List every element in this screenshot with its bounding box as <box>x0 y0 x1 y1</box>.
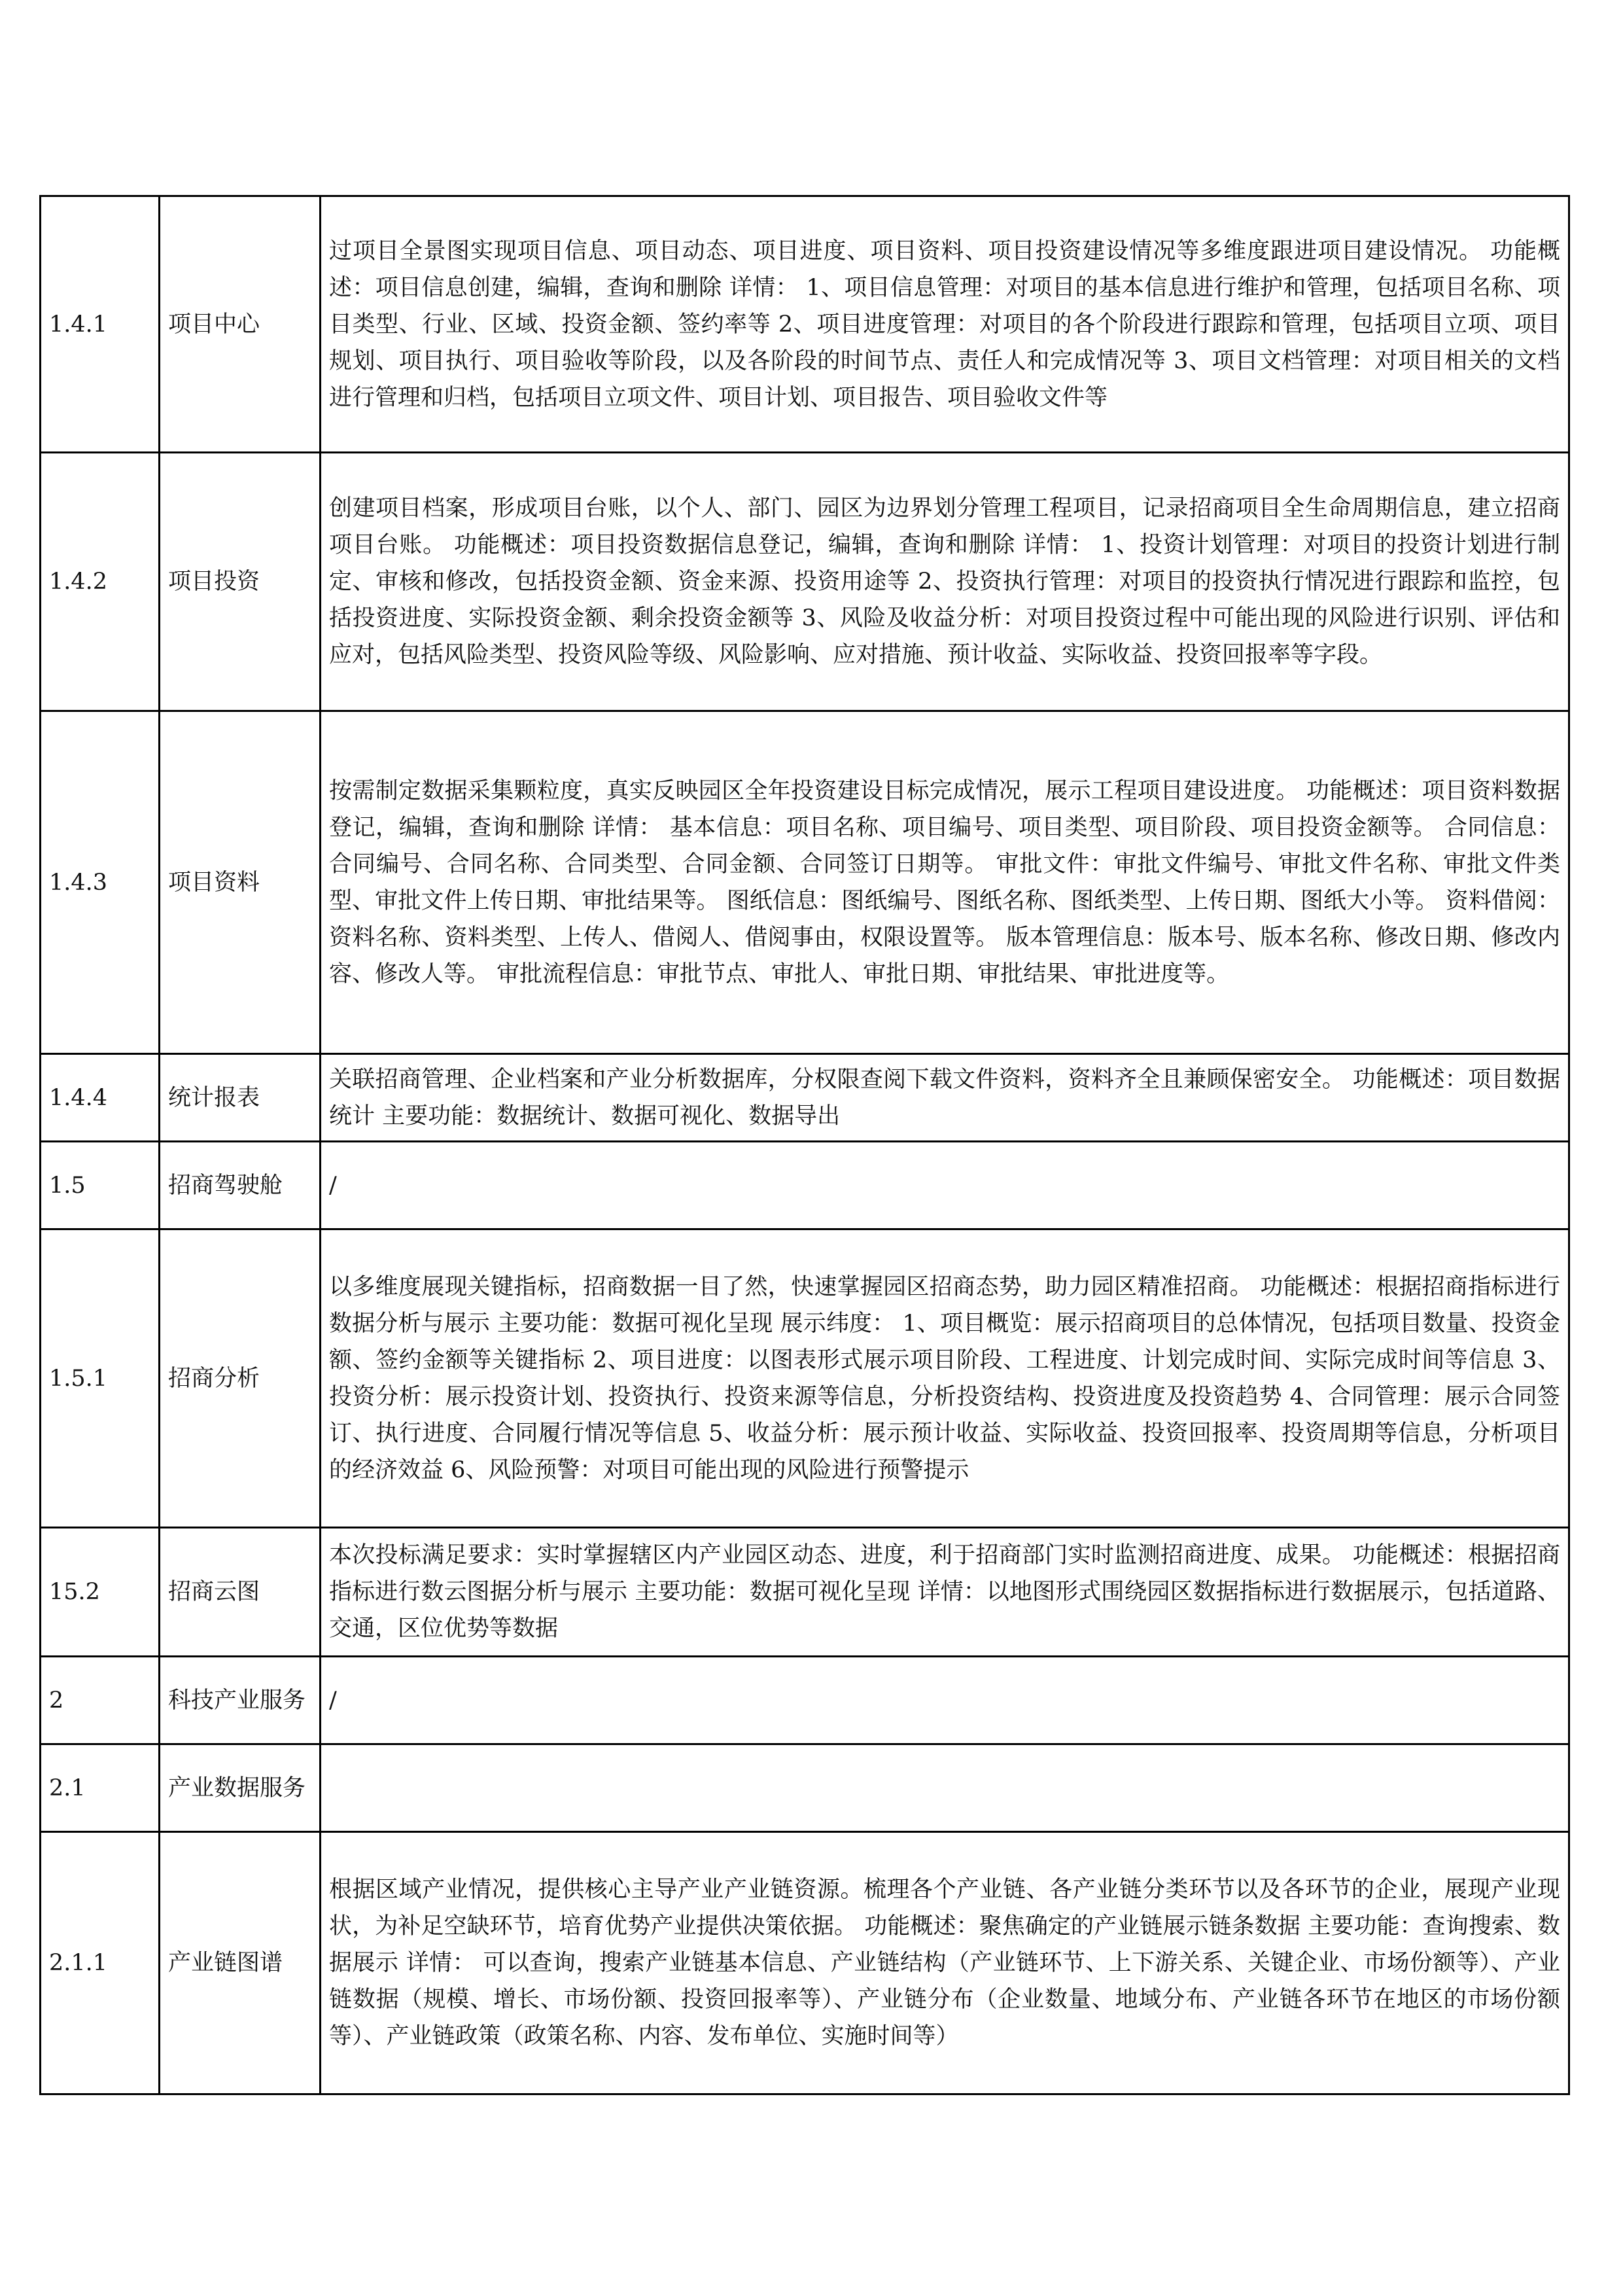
item-description: 以多维度展现关键指标，招商数据一目了然，快速掌握园区招商态势，助力园区精准招商。 功能概述：根据招商指标进行数据分析与展示 主要功能：数据可视化呈现 展示纬度： 1、项目概览：展示招商项目的总体情况，包括项目数量、投资金额、签约金额等关键指标 2、项目进度：以图表形式展示项目阶段、工程进度、计划完成时间、实际完成时间等信息 3、投资分析：展示投资计划、投资执行、投资来源等信息，分析投资结构、投资进度及投资趋势 4、合同管理：展示合同签订、执行进度、合同履行情况等信息 5、收益分析：展示预计收益、实际收益、投资回报率、投资周期等信息，分析项目的经济效益 6、风险预警：对项目可能出现的风险进行预警提示 <box>321 1229 1569 1528</box>
item-number: 2.1 <box>41 1744 160 1832</box>
item-number: 1.5.1 <box>41 1229 160 1528</box>
item-name: 科技产业服务 <box>160 1657 321 1744</box>
item-number: 1.4.3 <box>41 711 160 1054</box>
item-description: / <box>321 1657 1569 1744</box>
item-name: 项目资料 <box>160 711 321 1054</box>
document-page <box>39 195 1570 2095</box>
table-row <box>41 1832 1569 2094</box>
item-number: 2 <box>41 1657 160 1744</box>
item-description: 本次投标满足要求：实时掌握辖区内产业园区动态、进度，利于招商部门实时监测招商进度、成果。 功能概述：根据招商指标进行数云图据分析与展示 主要功能：数据可视化呈现 详情：以地图形式围绕园区数据指标进行数据展示，包括道路、交通，区位优势等数据 <box>321 1528 1569 1657</box>
item-description <box>321 1744 1569 1832</box>
item-number: 1.5 <box>41 1142 160 1229</box>
table-row <box>41 1229 1569 1528</box>
table-row <box>41 1054 1569 1142</box>
table-row <box>41 1657 1569 1744</box>
item-description: 创建项目档案，形成项目台账，以个人、部门、园区为边界划分管理工程项目，记录招商项目全生命周期信息，建立招商项目台账。 功能概述：项目投资数据信息登记，编辑，查询和删除 详情： 1、投资计划管理：对项目的投资计划进行制定、审核和修改，包括投资金额、资金来源、投资用途等 2、投资执行管理：对项目的投资执行情况进行跟踪和监控，包括投资进度、实际投资金额、剩余投资金额等 3、风险及收益分析：对项目投资过程中可能出现的风险进行识别、评估和应对，包括风险类型、投资风险等级、风险影响、应对措施、预计收益、实际收益、投资回报率等字段。 <box>321 453 1569 711</box>
table-row <box>41 1744 1569 1832</box>
requirements-table <box>39 195 1570 2095</box>
item-number: 1.4.1 <box>41 196 160 453</box>
item-name: 招商云图 <box>160 1528 321 1657</box>
item-name: 项目中心 <box>160 196 321 453</box>
item-number: 1.4.2 <box>41 453 160 711</box>
item-name: 产业链图谱 <box>160 1832 321 2094</box>
item-description: 过项目全景图实现项目信息、项目动态、项目进度、项目资料、项目投资建设情况等多维度跟进项目建设情况。 功能概述：项目信息创建，编辑，查询和删除 详情： 1、项目信息管理：对项目的基本信息进行维护和管理，包括项目名称、项目类型、行业、区域、投资金额、签约率等 2、项目进度管理：对项目的各个阶段进行跟踪和管理，包括项目立项、项目规划、项目执行、项目验收等阶段，以及各阶段的时间节点、责任人和完成情况等 3、项目文档管理：对项目相关的文档进行管理和归档，包括项目立项文件、项目计划、项目报告、项目验收文件等 <box>321 196 1569 453</box>
table-row <box>41 1142 1569 1229</box>
item-number: 1.4.4 <box>41 1054 160 1142</box>
table-row <box>41 1528 1569 1657</box>
item-description: 关联招商管理、企业档案和产业分析数据库，分权限查阅下载文件资料，资料齐全且兼顾保密安全。 功能概述：项目数据统计 主要功能：数据统计、数据可视化、数据导出 <box>321 1054 1569 1142</box>
item-name: 统计报表 <box>160 1054 321 1142</box>
item-description: 按需制定数据采集颗粒度，真实反映园区全年投资建设目标完成情况，展示工程项目建设进度。 功能概述：项目资料数据登记，编辑，查询和删除 详情： 基本信息：项目名称、项目编号、项目类型、项目阶段、项目投资金额等。 合同信息：合同编号、合同名称、合同类型、合同金额、合同签订日期等。 审批文件：审批文件编号、审批文件名称、审批文件类型、审批文件上传日期、审批结果等。 图纸信息：图纸编号、图纸名称、图纸类型、上传日期、图纸大小等。 资料借阅：资料名称、资料类型、上传人、借阅人、借阅事由，权限设置等。 版本管理信息：版本号、版本名称、修改日期、修改内容、修改人等。 审批流程信息：审批节点、审批人、审批日期、审批结果、审批进度等。 <box>321 711 1569 1054</box>
table-row <box>41 711 1569 1054</box>
item-name: 招商驾驶舱 <box>160 1142 321 1229</box>
item-number: 15.2 <box>41 1528 160 1657</box>
item-description: / <box>321 1142 1569 1229</box>
table-row <box>41 453 1569 711</box>
item-name: 产业数据服务 <box>160 1744 321 1832</box>
item-name: 招商分析 <box>160 1229 321 1528</box>
item-number: 2.1.1 <box>41 1832 160 2094</box>
table-row <box>41 196 1569 453</box>
item-name: 项目投资 <box>160 453 321 711</box>
item-description: 根据区域产业情况，提供核心主导产业产业链资源。梳理各个产业链、各产业链分类环节以及各环节的企业，展现产业现状，为补足空缺环节，培育优势产业提供决策依据。 功能概述：聚焦确定的产业链展示链条数据 主要功能：查询搜索、数据展示 详情： 可以查询，搜索产业链基本信息、产业链结构（产业链环节、上下游关系、关键企业、市场份额等）、产业链数据（规模、增长、市场份额、投资回报率等）、产业链分布（企业数量、地域分布、产业链各环节在地区的市场份额等）、产业链政策（政策名称、内容、发布单位、实施时间等） <box>321 1832 1569 2094</box>
